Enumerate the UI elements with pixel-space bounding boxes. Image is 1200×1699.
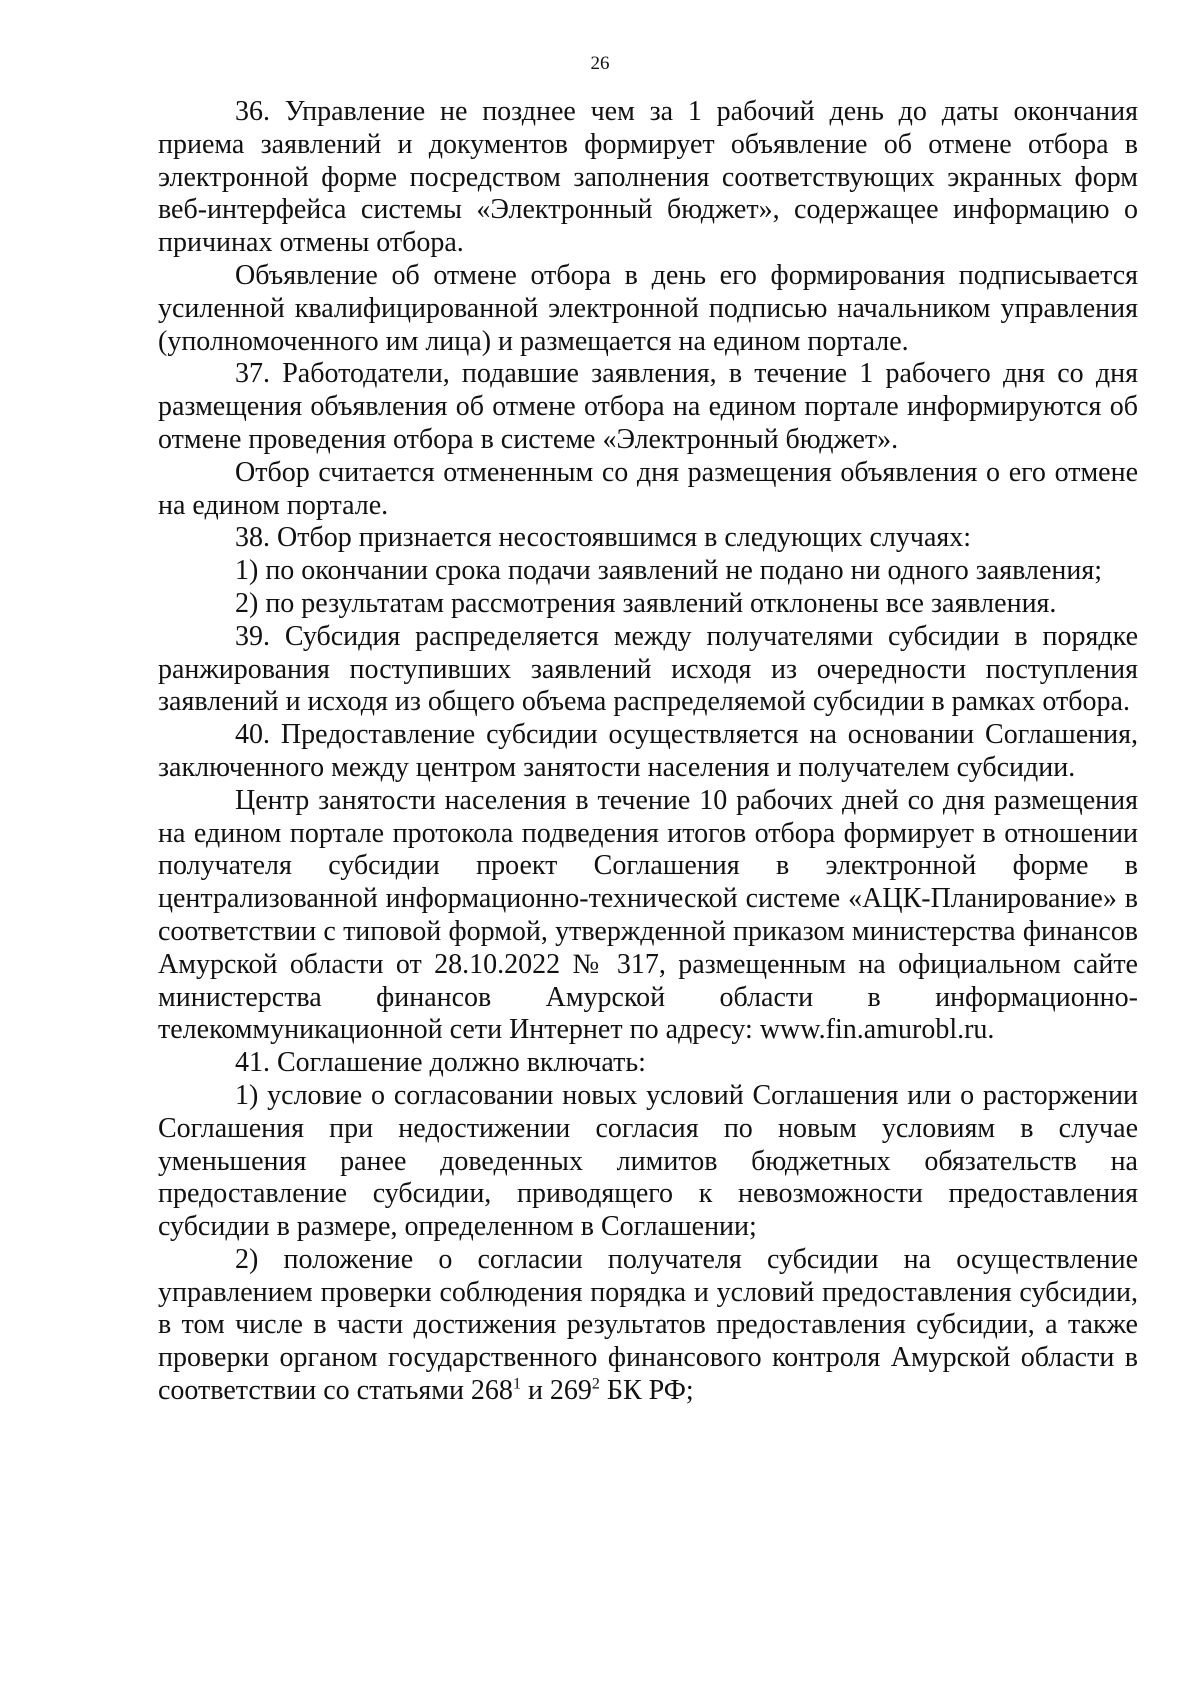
superscript-1: 1 (512, 1375, 521, 1393)
paragraph-41: 41. Соглашение должно включать: (235, 1047, 646, 1079)
paragraph-38-item-2: 2) по результатам рассмотрения заявлений отклонены все заявления. (235, 587, 1057, 619)
paragraph-41-item-2-text-and: и 269 (520, 1375, 592, 1407)
paragraph-37: 37. Работодатели, подавшие заявления, в течение 1 рабочего дня со дня размещения объявления об отмене отбора на едином портале информируются об отмене проведения отбора в системе «Электронный бюджет». (158, 358, 1138, 455)
paragraph-36: 36. Управление не позднее чем за 1 рабочий день до даты окончания приема заявлений и документов формирует объявление об отмене отбора в электронной форме посредством заполнения соответствующих экранных форм веб-интерфейса системы «Электронный бюджет», содержащее информацию о причинах отмены отбора. (158, 96, 1138, 259)
document-body (158, 96, 1138, 1408)
page-number: 26 (590, 53, 610, 74)
paragraph-39: 39. Субсидия распределяется между получателями субсидии в порядке ранжирования поступивших заявлений исходя из очередности поступления заявлений и исходя из общего объема распределяемой субсидии в рамках отбора. (158, 620, 1138, 718)
paragraph-41-item-2 (158, 1244, 1138, 1408)
paragraph-40-center: Центр занятости населения в течение 10 рабочих дней со дня размещения на едином портале протокола подведения итогов отбора формирует в отношении получателя субсидии проект Соглашения в электронной форме в централизованной информационно-технической системе «АЦК-Планирование» в соответствии с типовой формой, утвержденной приказом министерства финансов Амурской области от 28.10.2022 № 317, размещенным на официальном сайте министерства финансов Амурской области в информационно-телекоммуникационной сети Интернет по адресу: www.fin.amurobl.ru. (158, 784, 1138, 1046)
paragraph-38: 38. Отбор признается несостоявшимся в следующих случаях: (235, 522, 972, 554)
paragraph-41-item-2-text: 2) положение о согласии получателя субсидии на осуществление управлением проверки соблюдения порядка и условий предоставления субсидии, в том числе в части достижения результатов предоставления субсидии, а также проверки органом государственного финансового контроля Амурской области в соответствии со статьями 268 (158, 1243, 1138, 1407)
paragraph-37-cancel: Отбор считается отмененным со дня размещения объявления о его отмене на едином портале. (158, 456, 1138, 521)
paragraph-38-item-1: 1) по окончании срока подачи заявлений не подано ни одного заявления; (235, 555, 1103, 587)
paragraph-41-item-2-text-end: БК РФ; (599, 1375, 694, 1407)
paragraph-41-item-1: 1) условие о согласовании новых условий Соглашения или о расторжении Соглашения при недостижении согласия по новым условиям в случае уменьшения ранее доведенных лимитов бюджетных обязательств на предоставление субсидии, приводящего к невозможности предоставления субсидии в размере, определенном в Соглашении; (158, 1079, 1138, 1243)
paragraph-40: 40. Предоставление субсидии осуществляется на основании Соглашения, заключенного между центром занятости населения и получателем субсидии. (158, 719, 1138, 783)
superscript-2: 2 (591, 1375, 600, 1393)
paragraph-36-signature: Объявление об отмене отбора в день его формирования подписывается усиленной квалифицированной электронной подписью начальником управления (уполномоченного им лица) и размещается на едином портале. (158, 259, 1138, 357)
